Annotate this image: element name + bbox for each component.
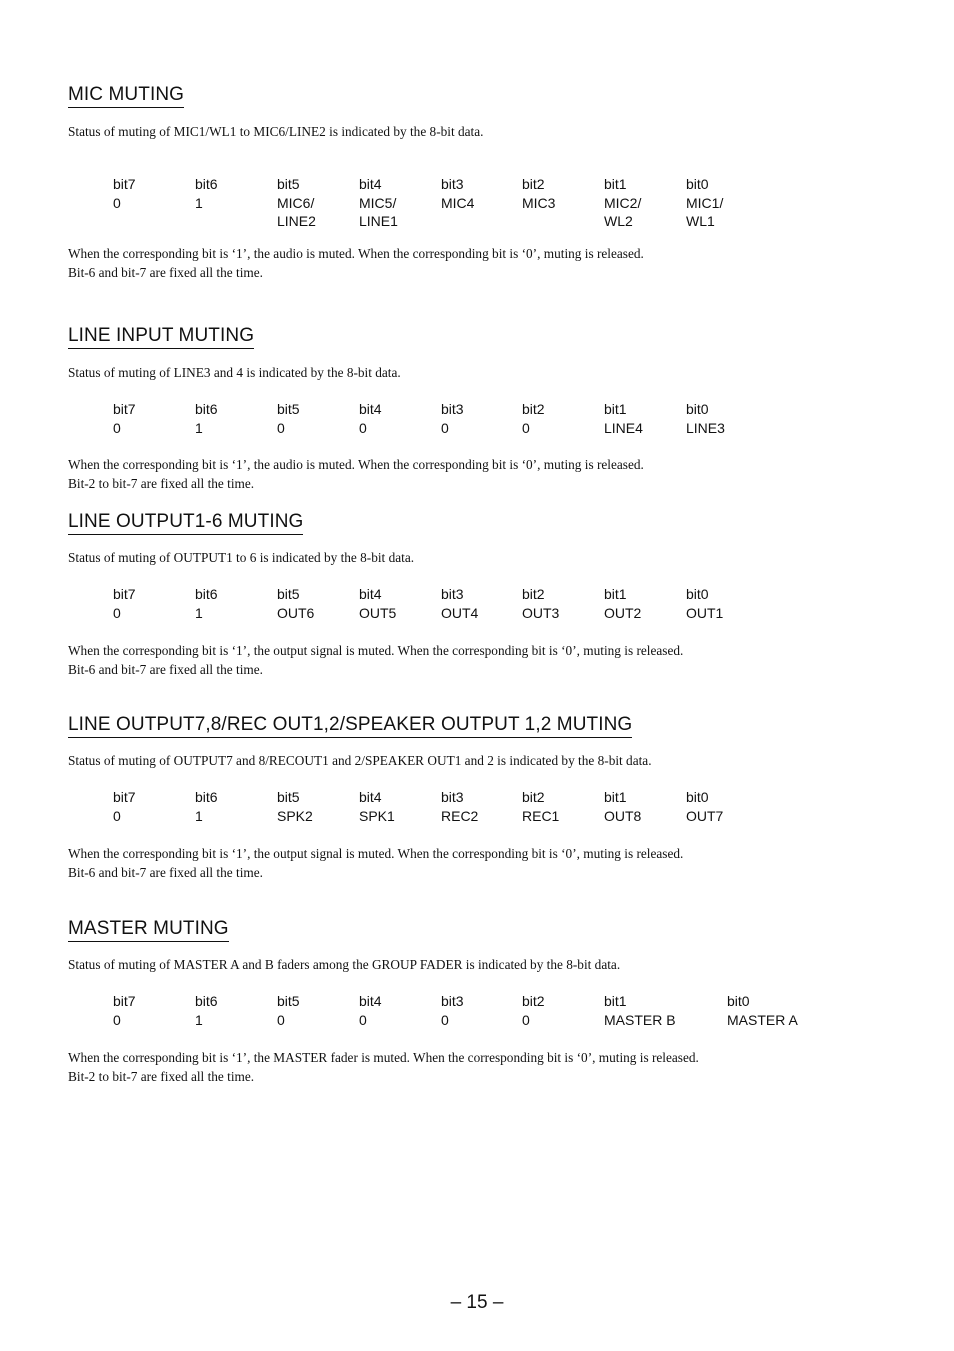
section-line-output-1-6-muting [68,511,928,679]
bit-header: bit4 [359,993,382,1009]
bit-value: 0 [441,420,449,436]
bit-header-row [113,585,928,604]
section-master-muting [68,918,928,1086]
bit-header: bit2 [522,789,545,805]
bit-value: 0 [359,1012,367,1028]
bit-value: MIC4 [441,195,475,211]
section-mic-muting [68,84,928,282]
bit-value: 1 [195,1012,203,1028]
bit-header: bit3 [441,993,464,1009]
section-line-output-7-8-rec-speaker-muting [68,714,928,882]
bit-header: bit0 [727,993,750,1009]
bit-value: LINE3 [686,420,725,436]
bit-value: 0 [113,1012,121,1028]
bit-value: 0 [113,195,121,211]
section-note: When the corresponding bit is ‘1’, the output signal is muted. When the corresponding bit is ‘0’, muting is released. [68,846,684,861]
bit-table [113,175,928,232]
bit-value: SPK2 [277,808,313,824]
bit-value: OUT4 [441,605,479,621]
bit-header: bit0 [686,586,709,602]
bit-header: bit5 [277,789,300,805]
bit-table [113,992,928,1030]
bit-value: MASTER B [604,1012,676,1028]
bit-header: bit5 [277,993,300,1009]
section-title: LINE OUTPUT7,8/REC OUT1,2/SPEAKER OUTPUT 1,2 MUTING [68,714,632,738]
bit-header: bit3 [441,176,464,192]
bit-value: OUT5 [359,605,397,621]
bit-value: REC2 [441,808,479,824]
bit-header-row [113,400,928,419]
section-description: Status of muting of MIC1/WL1 to MIC6/LINE2 is indicated by the 8-bit data. [68,124,484,139]
section-title: MASTER MUTING [68,918,229,942]
bit-value: OUT7 [686,808,724,824]
bit-value: 0 [277,1012,285,1028]
bit-value: 1 [195,420,203,436]
section-note: When the corresponding bit is ‘1’, the MASTER fader is muted. When the corresponding bit is ‘0’, muting is released. [68,1050,699,1065]
bit-value: 0 [522,1012,530,1028]
section-note: When the corresponding bit is ‘1’, the audio is muted. When the corresponding bit is ‘0’, muting is released. [68,457,644,472]
bit-header: bit3 [441,401,464,417]
bit-header: bit2 [522,586,545,602]
bit-header-row [113,992,928,1011]
section-description: Status of muting of MASTER A and B faders among the GROUP FADER is indicated by the 8-bit data. [68,957,621,972]
bit-header: bit2 [522,176,545,192]
section-note: When the corresponding bit is ‘1’, the audio is muted. When the corresponding bit is ‘0’, muting is released. [68,246,644,261]
bit-value: 1 [195,808,203,824]
bit-header-row [113,788,928,807]
bit-value: 0 [113,808,121,824]
bit-header: bit6 [195,993,218,1009]
section-note: Bit-2 to bit-7 are fixed all the time. [68,1069,255,1084]
section-title: LINE OUTPUT1-6 MUTING [68,511,303,535]
bit-header: bit3 [441,789,464,805]
bit-value-row [113,419,928,438]
bit-header: bit0 [686,176,709,192]
bit-value-row [113,194,928,232]
bit-header: bit5 [277,586,300,602]
bit-header: bit1 [604,401,627,417]
bit-header: bit6 [195,176,218,192]
section-description: Status of muting of OUTPUT7 and 8/RECOUT1 and 2/SPEAKER OUT1 and 2 is indicated by the 8-bit data. [68,753,652,768]
bit-value: 1 [195,195,203,211]
bit-value: LINE4 [604,420,643,436]
bit-value: 0 [113,420,121,436]
section-line-input-muting [68,325,928,493]
bit-header: bit7 [113,401,136,417]
bit-value: 0 [277,420,285,436]
section-note: Bit-6 and bit-7 are fixed all the time. [68,662,263,677]
bit-table [113,400,928,438]
bit-value: 0 [441,1012,449,1028]
section-note: Bit-6 and bit-7 are fixed all the time. [68,265,263,280]
section-title: LINE INPUT MUTING [68,325,254,349]
bit-header: bit7 [113,176,136,192]
section-note: Bit-6 and bit-7 are fixed all the time. [68,865,263,880]
bit-value-row [113,807,928,826]
bit-header: bit5 [277,176,300,192]
bit-value: OUT8 [604,808,642,824]
bit-header-row [113,175,928,194]
bit-value: MIC5/ LINE1 [359,195,398,229]
bit-value: OUT6 [277,605,315,621]
bit-value: OUT3 [522,605,560,621]
bit-value: 0 [522,420,530,436]
bit-header: bit1 [604,586,627,602]
bit-header: bit4 [359,586,382,602]
bit-value: 0 [113,605,121,621]
bit-value: MIC2/ WL2 [604,195,642,229]
page-number: – 15 – [450,1292,504,1313]
bit-header: bit6 [195,586,218,602]
bit-header: bit2 [522,993,545,1009]
section-description: Status of muting of OUTPUT1 to 6 is indicated by the 8-bit data. [68,550,415,565]
section-title: MIC MUTING [68,84,184,108]
bit-value: OUT2 [604,605,642,621]
bit-value: MASTER A [727,1012,798,1028]
bit-value: 0 [359,420,367,436]
bit-value: SPK1 [359,808,395,824]
bit-header: bit7 [113,993,136,1009]
bit-value: 1 [195,605,203,621]
bit-table [113,788,928,826]
bit-header: bit1 [604,176,627,192]
bit-header: bit7 [113,789,136,805]
bit-header: bit6 [195,401,218,417]
bit-header: bit5 [277,401,300,417]
bit-value: MIC6/ LINE2 [277,195,316,229]
bit-header: bit7 [113,586,136,602]
bit-header: bit6 [195,789,218,805]
section-note: Bit-2 to bit-7 are fixed all the time. [68,476,255,491]
bit-value: REC1 [522,808,560,824]
bit-header: bit1 [604,993,627,1009]
bit-header: bit2 [522,401,545,417]
bit-header: bit4 [359,176,382,192]
section-note: When the corresponding bit is ‘1’, the output signal is muted. When the corresponding bit is ‘0’, muting is released. [68,643,684,658]
bit-header: bit1 [604,789,627,805]
bit-header: bit4 [359,401,382,417]
bit-value: OUT1 [686,605,724,621]
bit-value: MIC1/ WL1 [686,195,724,229]
section-description: Status of muting of LINE3 and 4 is indicated by the 8-bit data. [68,365,401,380]
bit-value: MIC3 [522,195,556,211]
bit-table [113,585,928,623]
bit-header: bit0 [686,789,709,805]
bit-header: bit4 [359,789,382,805]
bit-header: bit3 [441,586,464,602]
bit-header: bit0 [686,401,709,417]
bit-value-row [113,604,928,623]
bit-value-row [113,1011,928,1030]
